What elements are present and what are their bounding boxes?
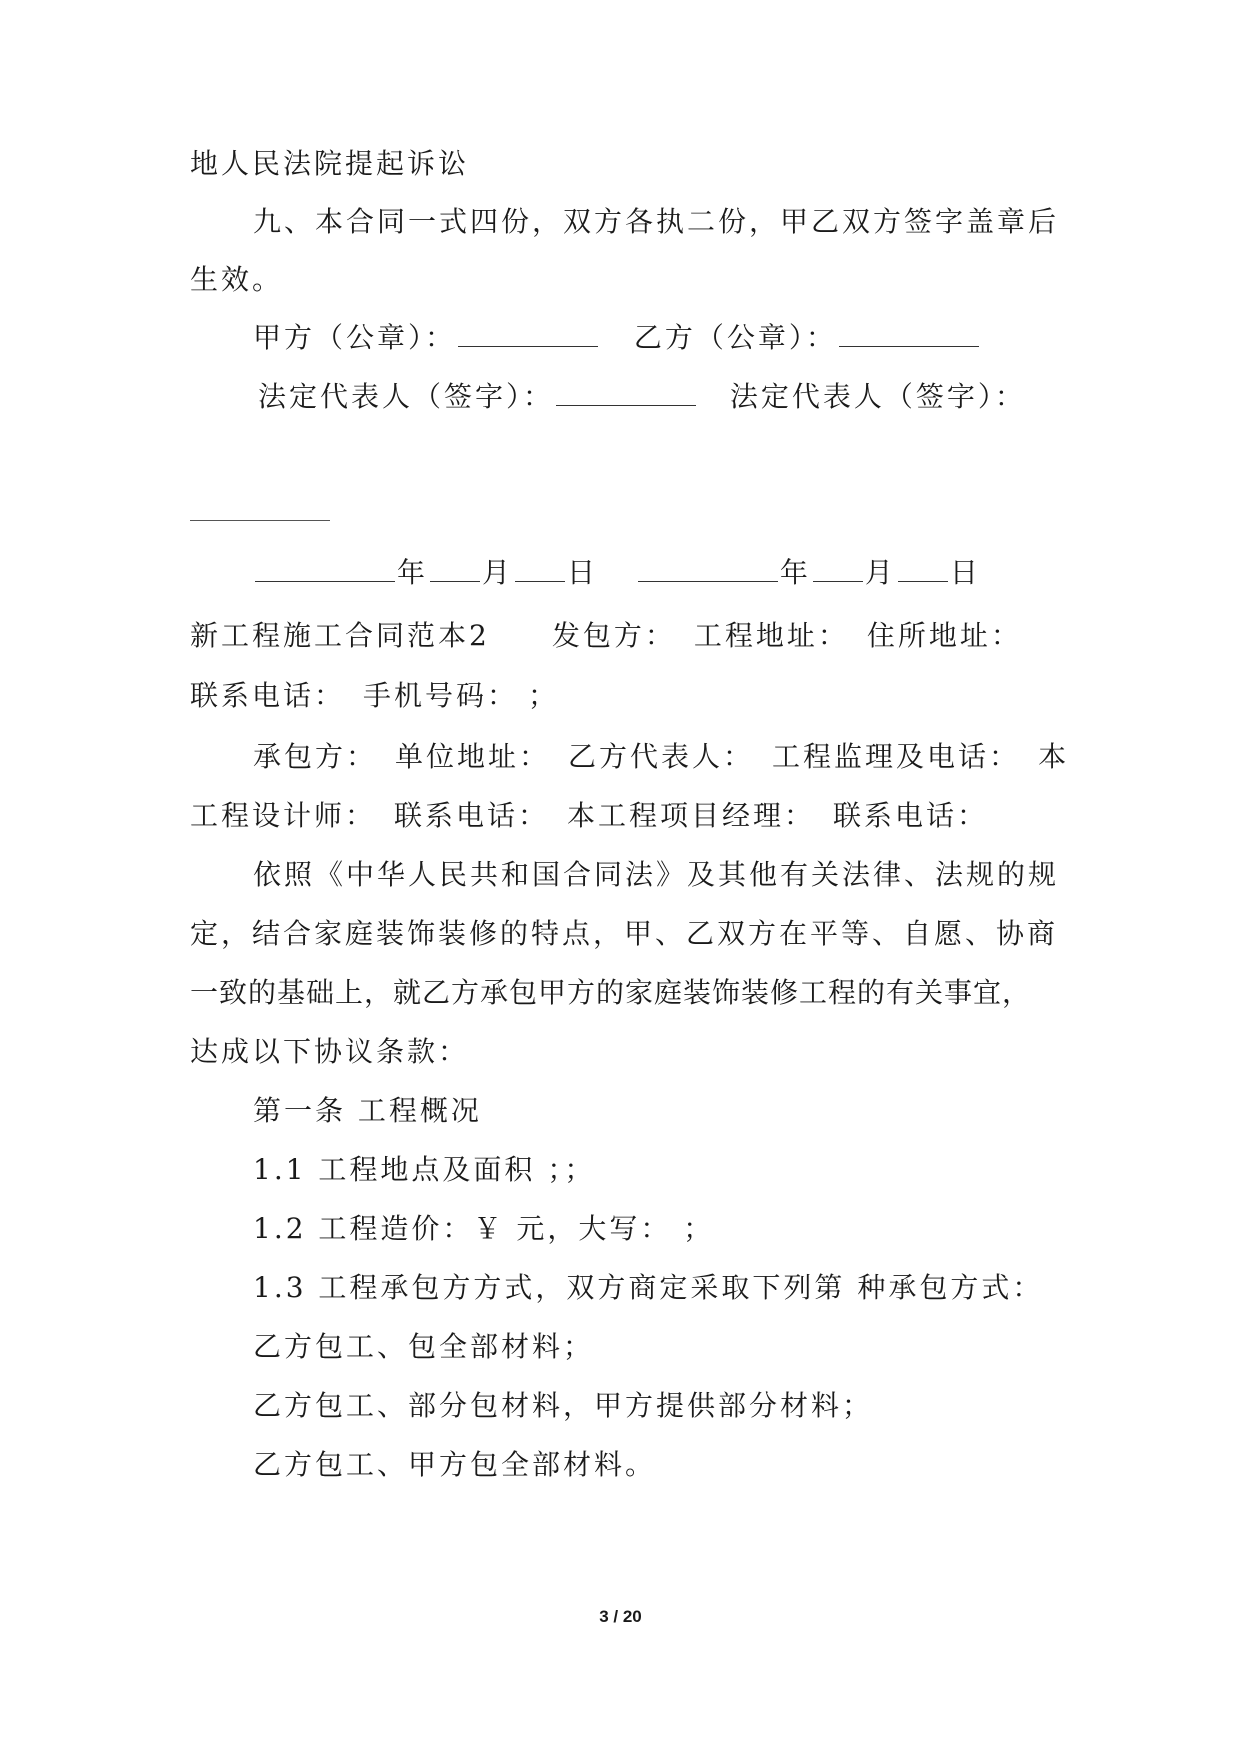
day-b: 日: [949, 556, 981, 589]
text-line: 乙方包工、甲方包全部材料。: [253, 1448, 657, 1481]
representative-line: [258, 379, 1026, 415]
text-segment: 单位地址：: [395, 740, 551, 773]
month-b-blank: [813, 557, 863, 582]
party-a-seal-blank: [458, 322, 598, 347]
contract-title: 新工程施工合同范本2: [190, 619, 490, 652]
party-seal-line: [253, 320, 981, 356]
text-line: 1.3 工程承包方方式，双方商定采取下列第 种承包方式：: [253, 1271, 1044, 1304]
text-segment: 乙方代表人：: [568, 740, 755, 773]
text-segment: 工程地址：: [693, 619, 849, 652]
text-line: [190, 798, 988, 834]
day-a-blank: [515, 557, 565, 582]
text-segment: 联系电话：: [190, 679, 346, 712]
text-line: 生效。: [190, 263, 284, 296]
text-line: 地人民法院提起诉讼: [190, 147, 470, 180]
day-b-blank: [898, 557, 948, 582]
text-line: 达成以下协议条款：: [190, 1035, 470, 1068]
month-a: 月: [482, 556, 514, 589]
text-line: [253, 739, 1069, 775]
month-a-blank: [430, 557, 480, 582]
text-line: 九、本合同一式四份，双方各执二份，甲乙双方签字盖章后: [253, 205, 1060, 238]
text-segment: 本: [1038, 740, 1070, 773]
text-segment: 承包方：: [253, 740, 378, 773]
rep-a-blank: [556, 381, 696, 406]
party-b-seal-blank: [839, 322, 979, 347]
text-segment: 联系电话：: [833, 799, 989, 832]
year-b-blank: [638, 557, 778, 582]
rep-b-blank: [190, 520, 330, 521]
contract-header-line: [190, 618, 1022, 654]
text-segment: 手机号码：: [363, 679, 519, 712]
text-segment: ；: [528, 679, 560, 712]
year-a: 年: [397, 556, 429, 589]
year-b: 年: [779, 556, 811, 589]
party-b-seal-label: 乙方（公章）：: [633, 321, 837, 354]
text-segment: 住所地址：: [866, 619, 1022, 652]
text-line: 乙方包工、包全部材料；: [253, 1330, 595, 1363]
text-segment: 工程监理及电话：: [772, 740, 1021, 773]
day-a: 日: [567, 556, 599, 589]
text-line: 1.2 工程造价：￥ 元，大写： ；: [253, 1212, 715, 1245]
text-line: 定，结合家庭装饰装修的特点，甲、乙双方在平等、自愿、协商: [190, 917, 1059, 950]
text-segment: 发包方：: [551, 619, 676, 652]
text-segment: 联系电话：: [394, 799, 550, 832]
section-heading: 第一条 工程概况: [253, 1094, 482, 1127]
text-line: 依照《中华人民共和国合同法》及其他有关法律、法规的规: [253, 858, 1060, 891]
text-segment: 本工程项目经理：: [567, 799, 816, 832]
party-a-seal-label: 甲方（公章）：: [253, 321, 457, 354]
text-segment: 工程设计师：: [190, 799, 377, 832]
rep-a-label: 法定代表人（签字）：: [258, 380, 555, 413]
rep-b-label: 法定代表人（签字）：: [729, 380, 1026, 413]
year-a-blank: [255, 557, 395, 582]
month-b: 月: [864, 556, 896, 589]
text-line: 一致的基础上，就乙方承包甲方的家庭装饰装修工程的有关事宜，: [190, 976, 1032, 1009]
text-line: [190, 678, 559, 714]
text-line: 乙方包工、部分包材料，甲方提供部分材料；: [253, 1389, 874, 1422]
date-line: [253, 555, 981, 591]
page-number: 3 / 20: [599, 1607, 642, 1626]
text-line: 1.1 工程地点及面积 ；；: [253, 1153, 596, 1186]
